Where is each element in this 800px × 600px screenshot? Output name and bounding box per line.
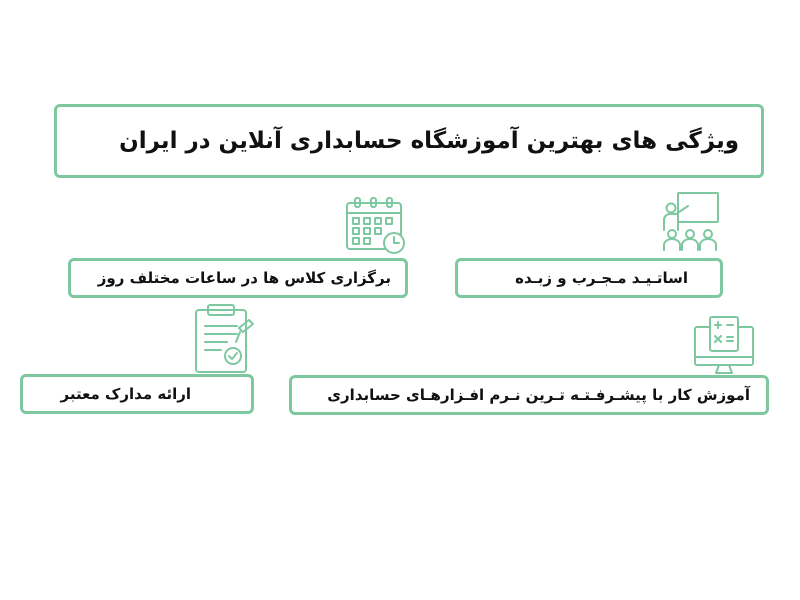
page-title-box xyxy=(54,104,764,178)
feature-flexible-class-hours xyxy=(68,258,408,298)
page-title: ویژگی های بهترین آموزشگاه حسابداری آنلاین در ایران xyxy=(119,128,739,154)
feature-label: برگزاری کلاس ها در ساعات مختلف روز xyxy=(97,269,391,287)
calendar-clock-icon xyxy=(345,197,407,255)
feature-label: آموزش کار با پیشـرفـتـه تـرین نـرم افـزارهـای حسابداری xyxy=(327,386,750,404)
feature-experienced-teachers xyxy=(455,258,723,298)
feature-label: اساتـیـد مـجـرب و زبـده xyxy=(515,269,688,287)
feature-label: ارائه مدارک معتبر xyxy=(60,385,191,403)
teacher-classroom-icon xyxy=(660,190,722,252)
feature-advanced-software-training xyxy=(289,375,769,415)
certificate-document-icon xyxy=(193,304,255,374)
computer-calculator-icon xyxy=(693,315,755,377)
feature-valid-certificates xyxy=(20,374,254,414)
